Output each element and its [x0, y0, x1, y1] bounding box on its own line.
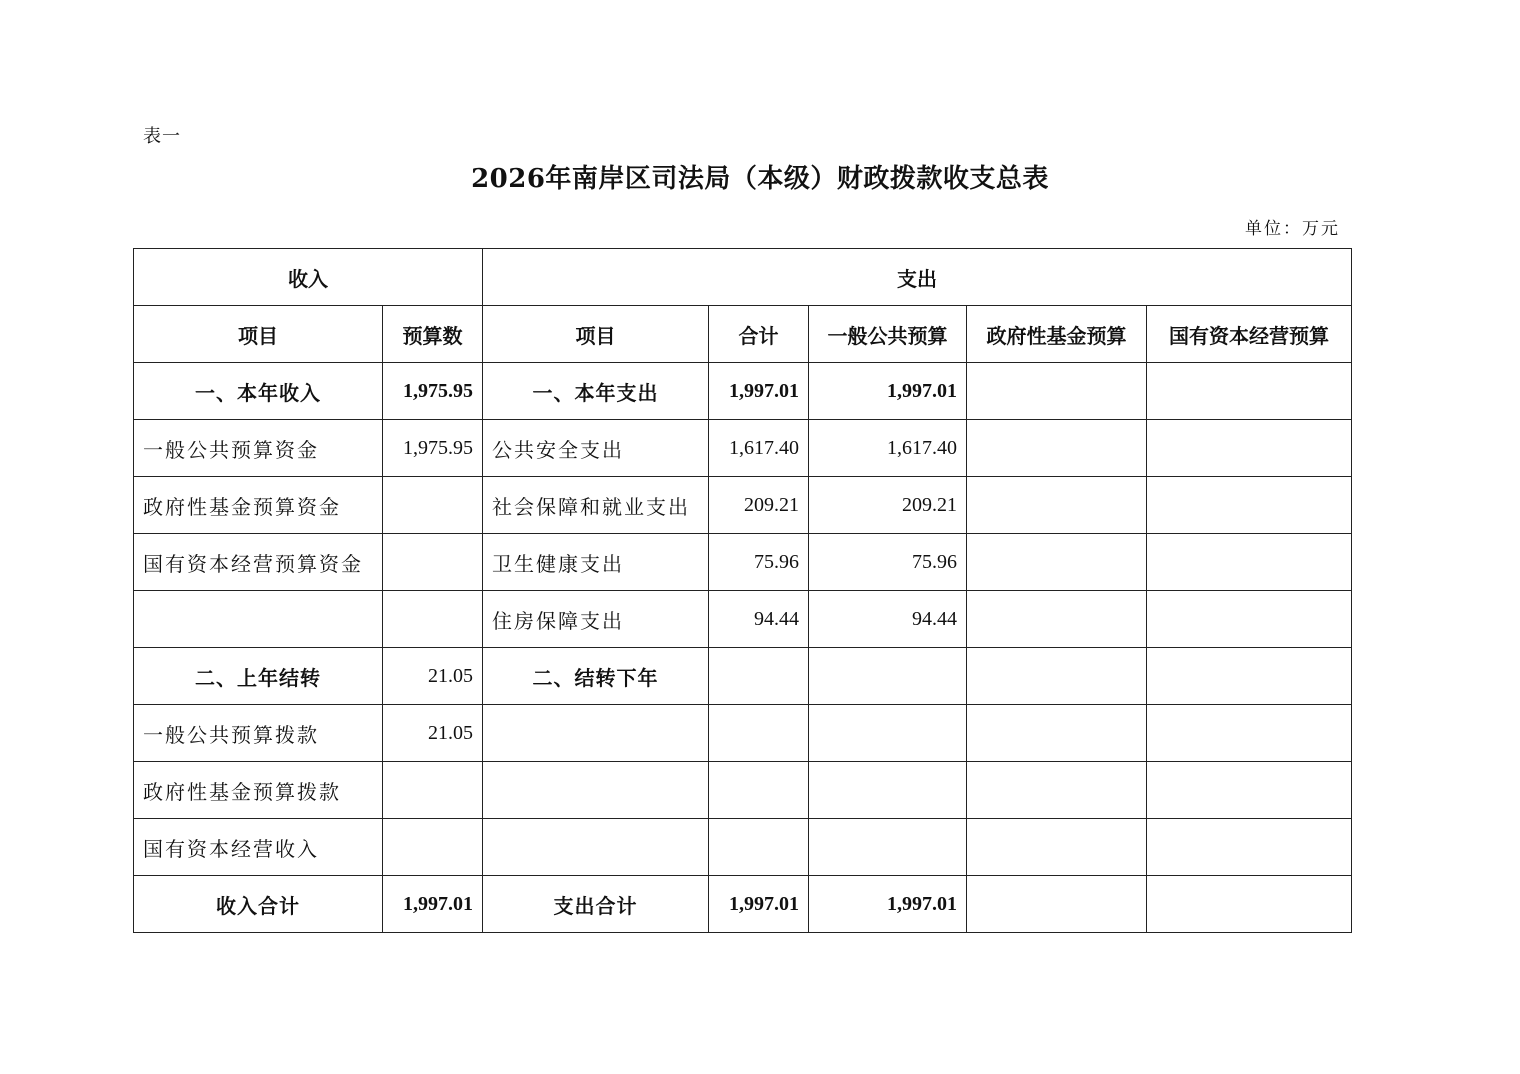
- table-cell: [383, 591, 483, 648]
- column-header: 国有资本经营预算: [1147, 306, 1352, 363]
- table-cell: [1147, 420, 1352, 477]
- table-cell: [1147, 819, 1352, 876]
- table-cell: [967, 534, 1147, 591]
- table-cell: 75.96: [809, 534, 967, 591]
- table-row: [134, 705, 1352, 762]
- table-row: [134, 762, 1352, 819]
- table-row: [134, 648, 1352, 705]
- table-label: 表一: [143, 126, 181, 147]
- table-row: [134, 534, 1352, 591]
- table-cell: [1147, 705, 1352, 762]
- column-header: 项目: [134, 306, 383, 363]
- table-cell: [1147, 876, 1352, 933]
- table-cell: 1,997.01: [709, 363, 809, 420]
- table-cell: 政府性基金预算拨款: [134, 762, 383, 819]
- table-cell: 1,975.95: [383, 363, 483, 420]
- column-header: 合计: [709, 306, 809, 363]
- table-cell: 公共安全支出: [483, 420, 709, 477]
- document-title: 2026年南岸区司法局（本级）财政拨款收支总表: [471, 164, 1049, 194]
- table-cell: [134, 591, 383, 648]
- table-row: [134, 477, 1352, 534]
- column-header: 项目: [483, 306, 709, 363]
- group-header-row: [134, 249, 1352, 306]
- table-cell: 94.44: [709, 591, 809, 648]
- table-cell: 1,997.01: [809, 363, 967, 420]
- table-cell: [483, 705, 709, 762]
- table-row: [134, 591, 1352, 648]
- table-cell: [1147, 534, 1352, 591]
- table-cell: 社会保障和就业支出: [483, 477, 709, 534]
- table-cell: [383, 762, 483, 819]
- table-cell: 二、结转下年: [483, 648, 709, 705]
- table-cell: [483, 762, 709, 819]
- table-cell: [1147, 648, 1352, 705]
- table-cell: 21.05: [383, 705, 483, 762]
- table-cell: 一、本年支出: [483, 363, 709, 420]
- table-cell: [967, 420, 1147, 477]
- table-cell: [809, 648, 967, 705]
- table-cell: [967, 762, 1147, 819]
- unit-note: 单位：万元: [1245, 219, 1340, 239]
- table-cell: 1,617.40: [709, 420, 809, 477]
- table-cell: [967, 363, 1147, 420]
- table-cell: [383, 534, 483, 591]
- table-cell: 一、本年收入: [134, 363, 383, 420]
- table-cell: [709, 819, 809, 876]
- income-total-label: 收入合计: [134, 876, 383, 933]
- table-cell: [967, 648, 1147, 705]
- table-cell: [383, 819, 483, 876]
- column-header: 一般公共预算: [809, 306, 967, 363]
- table-cell: 21.05: [383, 648, 483, 705]
- table-cell: [1147, 762, 1352, 819]
- table-cell: [483, 819, 709, 876]
- column-header-row: [134, 306, 1352, 363]
- table-cell: 209.21: [709, 477, 809, 534]
- table-cell: 国有资本经营收入: [134, 819, 383, 876]
- table-cell: [967, 477, 1147, 534]
- table-cell: [809, 705, 967, 762]
- column-header: 政府性基金预算: [967, 306, 1147, 363]
- table-cell: 住房保障支出: [483, 591, 709, 648]
- table-cell: 一般公共预算资金: [134, 420, 383, 477]
- general-budget-total-value: 1,997.01: [809, 876, 967, 933]
- table-row: [134, 819, 1352, 876]
- table-cell: 209.21: [809, 477, 967, 534]
- table-row: [134, 420, 1352, 477]
- table-cell: 75.96: [709, 534, 809, 591]
- expense-total-value: 1,997.01: [709, 876, 809, 933]
- table-cell: [709, 705, 809, 762]
- table-row: [134, 363, 1352, 420]
- table-cell: [809, 762, 967, 819]
- expense-total-label: 支出合计: [483, 876, 709, 933]
- table-cell: [1147, 363, 1352, 420]
- table-cell: [709, 648, 809, 705]
- table-cell: 一般公共预算拨款: [134, 705, 383, 762]
- table-cell: [967, 705, 1147, 762]
- table-cell: [809, 819, 967, 876]
- table-cell: 94.44: [809, 591, 967, 648]
- income-group-header: 收入: [134, 249, 483, 306]
- table-cell: [1147, 477, 1352, 534]
- expense-group-header: 支出: [483, 249, 1352, 306]
- table-cell: 1,617.40: [809, 420, 967, 477]
- table-cell: [709, 762, 809, 819]
- income-total-value: 1,997.01: [383, 876, 483, 933]
- column-header: 预算数: [383, 306, 483, 363]
- table-cell: 政府性基金预算资金: [134, 477, 383, 534]
- table-cell: 1,975.95: [383, 420, 483, 477]
- budget-summary-table: [133, 248, 1352, 933]
- table-cell: [383, 477, 483, 534]
- table-cell: [967, 876, 1147, 933]
- table-cell: [967, 819, 1147, 876]
- table-cell: 国有资本经营预算资金: [134, 534, 383, 591]
- table-cell: 卫生健康支出: [483, 534, 709, 591]
- totals-row: [134, 876, 1352, 933]
- table-cell: 二、上年结转: [134, 648, 383, 705]
- table-cell: [1147, 591, 1352, 648]
- table-cell: [967, 591, 1147, 648]
